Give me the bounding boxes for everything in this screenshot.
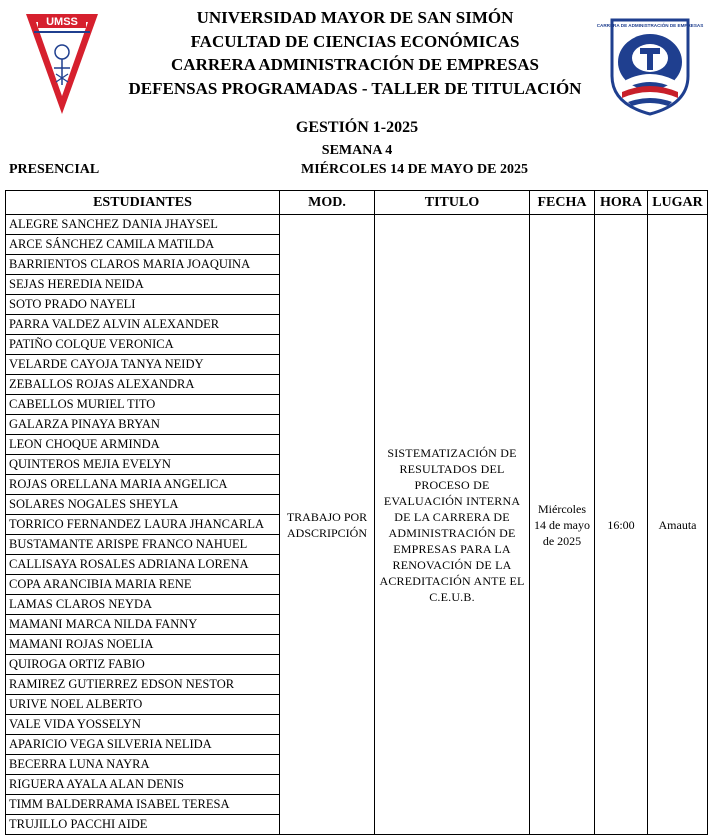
defense-schedule-table: [5, 190, 708, 835]
header-titulo: TITULO: [375, 191, 530, 215]
title-line: RESULTADOS DEL: [399, 461, 505, 476]
student-name: URIVE NOEL ALBERTO: [6, 695, 280, 715]
date-label: MIÉRCOLES 14 DE MAYO DE 2025: [301, 162, 529, 177]
header-lugar: LUGAR: [648, 191, 708, 215]
student-name: ALEGRE SANCHEZ DANIA JHAYSEL: [6, 215, 280, 235]
place-cell: Amauta: [648, 215, 708, 835]
date-line: 14 de mayo: [534, 517, 590, 532]
student-name: MAMANI ROJAS NOELIA: [6, 635, 280, 655]
student-name: PATIÑO COLQUE VERONICA: [6, 335, 280, 355]
student-name: COPA ARANCIBIA MARIA RENE: [6, 575, 280, 595]
student-name: BECERRA LUNA NAYRA: [6, 755, 280, 775]
student-name: SOTO PRADO NAYELI: [6, 295, 280, 315]
title-line: ADMINISTRACIÓN DE: [388, 525, 516, 540]
student-name: APARICIO VEGA SILVERIA NELIDA: [6, 735, 280, 755]
header-university: UNIVERSIDAD MAYOR DE SAN SIMÓN: [196, 8, 514, 27]
modalidad-label: PRESENCIAL: [9, 162, 100, 177]
gestion-label: GESTIÓN 1-2025: [295, 119, 419, 136]
title-line: EVALUACIÓN INTERNA: [383, 493, 521, 508]
student-name: CALLISAYA ROSALES ADRIANA LORENA: [6, 555, 280, 575]
header-faculty: FACULTAD DE CIENCIAS ECONÓMICAS: [190, 31, 520, 51]
student-name: TRUJILLO PACCHI AIDE: [6, 815, 280, 835]
student-name: ARCE SÁNCHEZ CAMILA MATILDA: [6, 235, 280, 255]
title-line: PROCESO DE: [414, 477, 490, 492]
title-line: ACREDITACIÓN ANTE EL: [379, 573, 525, 588]
student-name: RIGUERA AYALA ALAN DENIS: [6, 775, 280, 795]
student-name: SOLARES NOGALES SHEYLA: [6, 495, 280, 515]
modality-line: ADSCRIPCIÓN: [286, 525, 367, 540]
student-name: BARRIENTOS CLAROS MARIA JOAQUINA: [6, 255, 280, 275]
date-line: Miércoles: [538, 501, 586, 516]
header-fecha: FECHA: [530, 191, 595, 215]
time-cell: 16:00: [595, 215, 648, 835]
student-name: QUIROGA ORTIZ FABIO: [6, 655, 280, 675]
header-estudiantes: ESTUDIANTES: [6, 191, 280, 215]
modality-line: TRABAJO POR: [286, 509, 368, 524]
student-name: TORRICO FERNANDEZ LAURA JHANCARLA: [6, 515, 280, 535]
title-line: C.E.U.B.: [429, 589, 475, 604]
title-line: RENOVACIÓN DE LA: [392, 557, 512, 572]
student-name: ZEBALLOS ROJAS ALEXANDRA: [6, 375, 280, 395]
modality-cell: [280, 215, 375, 835]
title-line: DE LA CARRERA DE: [394, 509, 510, 524]
date-line: de 2025: [542, 533, 582, 548]
carrera-logo-text: CARRERA DE ADMINISTRACIÓN DE EMPRESAS: [596, 23, 704, 28]
student-name: LEON CHOQUE ARMINDA: [6, 435, 280, 455]
umss-logo: [24, 10, 100, 118]
header-event: DEFENSAS PROGRAMADAS - TALLER DE TITULACIÓN: [128, 78, 582, 98]
student-name: BUSTAMANTE ARISPE FRANCO NAHUEL: [6, 535, 280, 555]
student-name: PARRA VALDEZ ALVIN ALEXANDER: [6, 315, 280, 335]
student-name: SEJAS HEREDIA NEIDA: [6, 275, 280, 295]
date-cell: [530, 215, 595, 835]
thesis-title-cell: [375, 215, 530, 835]
semana-label: SEMANA 4: [321, 143, 393, 158]
carrera-logo: [596, 14, 704, 116]
student-name: TIMM BALDERRAMA ISABEL TERESA: [6, 795, 280, 815]
student-name: VELARDE CAYOJA TANYA NEIDY: [6, 355, 280, 375]
student-name: RAMIREZ GUTIERREZ EDSON NESTOR: [6, 675, 280, 695]
student-name: ROJAS ORELLANA MARIA ANGELICA: [6, 475, 280, 495]
student-name: GALARZA PINAYA BRYAN: [6, 415, 280, 435]
table-header-row: [6, 191, 708, 215]
student-name: VALE VIDA YOSSELYN: [6, 715, 280, 735]
student-name: CABELLOS MURIEL TITO: [6, 395, 280, 415]
umss-logo-text: UMSS: [46, 16, 78, 28]
institution-header: [110, 6, 600, 100]
header-career: CARRERA ADMINISTRACIÓN DE EMPRESAS: [171, 55, 539, 74]
title-line: EMPRESAS PARA LA: [393, 541, 511, 556]
student-name: QUINTEROS MEJIA EVELYN: [6, 455, 280, 475]
table-row: [6, 215, 708, 235]
header-mod: MOD.: [280, 191, 375, 215]
title-line: SISTEMATIZACIÓN DE: [387, 445, 517, 460]
student-name: MAMANI MARCA NILDA FANNY: [6, 615, 280, 635]
header-hora: HORA: [595, 191, 648, 215]
student-name: LAMAS CLAROS NEYDA: [6, 595, 280, 615]
